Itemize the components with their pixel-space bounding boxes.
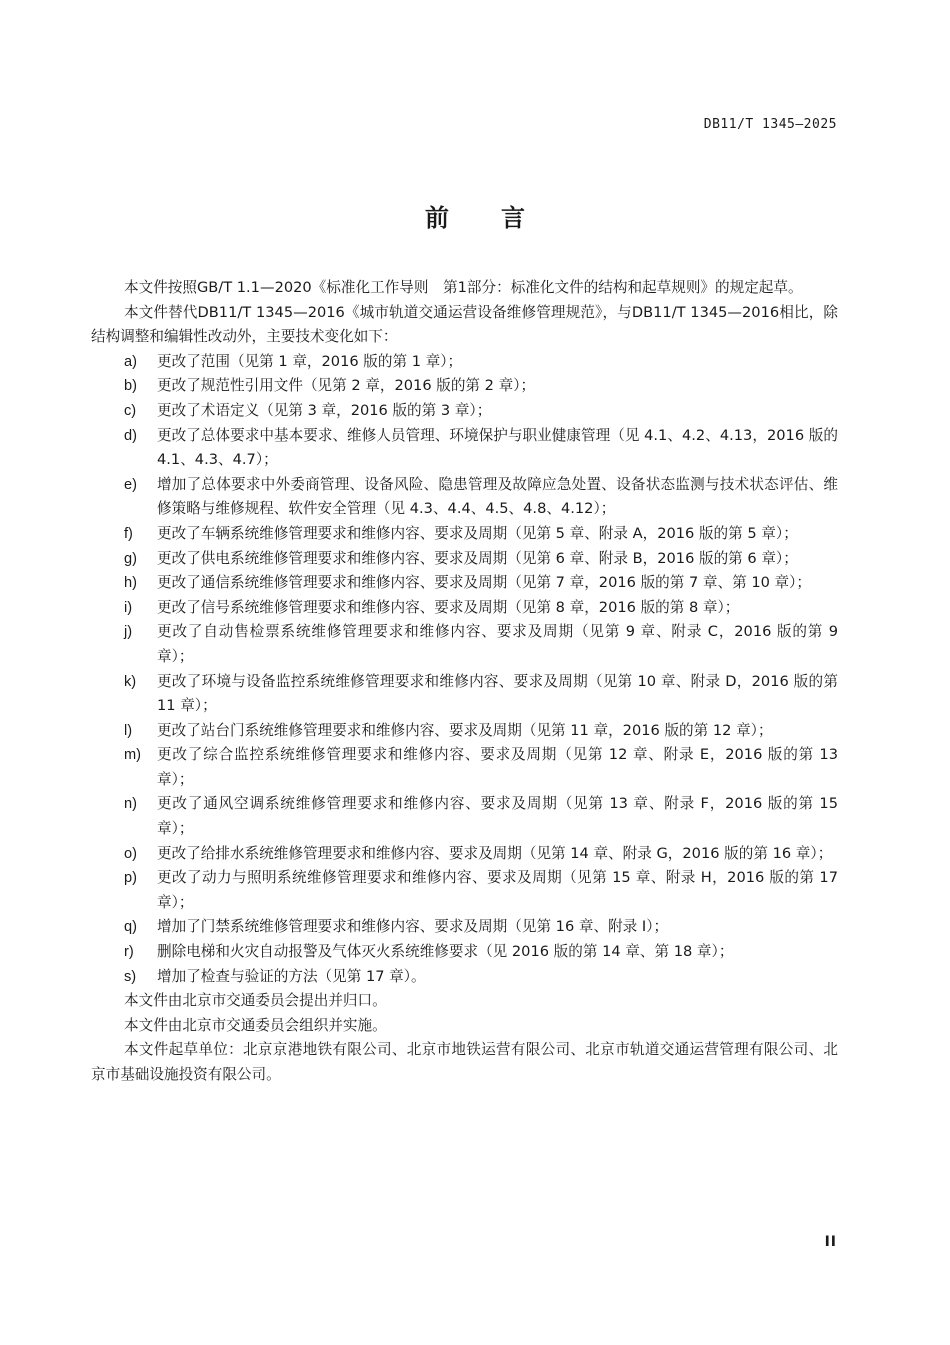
list-item-label: j): [124, 624, 133, 641]
list-item: [91, 842, 838, 867]
list-item-text: 删除电梯和火灾自动报警及气体灭火系统维修要求（见 2016 版的第 14 章、第 18 章）；: [157, 943, 734, 961]
list-item-label: g): [124, 550, 137, 567]
list-item-text: 更改了规范性引用文件（见第 2 章，2016 版的第 2 章）；: [157, 377, 536, 395]
list-item-label: l): [124, 722, 133, 739]
list-item-text: 更改了给排水系统维修管理要求和维修内容、要求及周期（见第 14 章、附录 G，2016 版的第 16 章）；: [157, 844, 833, 862]
list-item-text: 更改了车辆系统维修管理要求和维修内容、要求及周期（见第 5 章、附录 A，2016 版的第 5 章）；: [157, 524, 798, 542]
list-item-label: k): [124, 673, 137, 690]
list-item: [91, 522, 838, 547]
list-item-label: b): [124, 378, 137, 395]
list-item-text: 增加了总体要求中外委商管理、设备风险、隐患管理及故障应急处置、设备状态监测与技术状态评估、维修策略与维修规程、软件安全管理（见 4.3、4.4、4.5、4.8、4.12）；: [157, 475, 838, 518]
list-item-text: 更改了自动售检票系统维修管理要求和维修内容、要求及周期（见第 9 章、附录 C，2016 版的第 9 章）；: [157, 623, 838, 665]
list-item-label: r): [124, 944, 134, 961]
list-item-label: c): [124, 402, 137, 419]
list-item: [91, 473, 838, 522]
list-item-label: p): [124, 870, 137, 887]
page-body: [91, 276, 838, 1088]
list-item-text: 更改了总体要求中基本要求、维修人员管理、环境保护与职业健康管理（见 4.1、4.2、4.13，2016 版的 4.1、4.3、4.7）；: [157, 426, 838, 469]
list-item-text: 更改了术语定义（见第 3 章，2016 版的第 3 章）；: [157, 401, 492, 419]
list-item-text: 增加了检查与验证的方法（见第 17 章）。: [157, 967, 426, 985]
list-item-text: 更改了供电系统维修管理要求和维修内容、要求及周期（见第 6 章、附录 B，2016 版的第 6 章）；: [157, 549, 798, 567]
closing-paragraph: 本文件起草单位：北京京港地铁有限公司、北京市地铁运营有限公司、北京市轨道交通运营管理有限公司、北京市基础设施投资有限公司。: [91, 1041, 838, 1083]
closing-paragraph: 本文件由北京市交通委员会提出并归口。: [124, 992, 387, 1010]
list-item: [91, 399, 838, 424]
list-item-text: 更改了通信系统维修管理要求和维修内容、要求及周期（见第 7 章，2016 版的第 7 章、第 10 章）；: [157, 574, 812, 592]
list-item-label: n): [124, 796, 137, 813]
list-item-text: 更改了环境与设备监控系统维修管理要求和维修内容、要求及周期（见第 10 章、附录 D，2016 版的第 11 章）；: [157, 672, 838, 715]
list-item-label: d): [124, 427, 137, 444]
list-item: [91, 571, 838, 596]
list-item: [91, 743, 838, 792]
list-item: [91, 670, 838, 719]
page-title: 前言: [425, 204, 577, 232]
list-item-text: 更改了站台门系统维修管理要求和维修内容、要求及周期（见第 11 章，2016 版的第 12 章）；: [157, 721, 773, 739]
list-item: [91, 965, 838, 990]
list-item: [91, 374, 838, 399]
list-item-text: 更改了信号系统维修管理要求和维修内容、要求及周期（见第 8 章，2016 版的第 8 章）；: [157, 598, 740, 616]
list-item-label: s): [124, 968, 137, 985]
list-item: [91, 792, 838, 841]
list-item: [91, 719, 838, 744]
list-item: [91, 620, 838, 669]
list-item-label: a): [124, 353, 137, 370]
list-item-label: o): [124, 845, 137, 862]
intro-paragraph: 本文件替代DB11/T 1345—2016《城市轨道交通运营设备维修管理规范》，与DB11/T 1345—2016相比，除结构调整和编辑性改动外，主要技术变化如下：: [91, 303, 838, 346]
document-code: DB11/T 1345—2025: [703, 117, 837, 132]
changes-list: [91, 350, 838, 989]
list-item: [91, 596, 838, 621]
list-item-label: e): [124, 476, 137, 493]
list-item-label: h): [124, 575, 137, 592]
list-item: [91, 940, 838, 965]
intro-paragraph: 本文件按照GB/T 1.1—2020《标准化工作导则 第1部分：标准化文件的结构和起草规则》的规定起草。: [124, 279, 803, 296]
page-number: II: [824, 1234, 837, 1250]
list-item: [91, 866, 838, 915]
list-item-text: 增加了门禁系统维修管理要求和维修内容、要求及周期（见第 16 章、附录 I）；: [157, 918, 669, 936]
list-item-text: 更改了综合监控系统维修管理要求和维修内容、要求及周期（见第 12 章、附录 E，2016 版的第 13 章）；: [157, 746, 838, 788]
list-item-text: 更改了动力与照明系统维修管理要求和维修内容、要求及周期（见第 15 章、附录 H，2016 版的第 17 章）；: [157, 869, 838, 911]
closing-paragraph: 本文件由北京市交通委员会组织并实施。: [124, 1016, 387, 1034]
list-item: [91, 547, 838, 572]
list-item: [91, 350, 838, 375]
list-item-text: 更改了范围（见第 1 章，2016 版的第 1 章）；: [157, 352, 463, 370]
list-item-label: q): [124, 919, 137, 936]
list-item-label: i): [124, 599, 133, 616]
list-item-text: 更改了通风空调系统维修管理要求和维修内容、要求及周期（见第 13 章、附录 F，2016 版的第 15 章）；: [157, 795, 838, 838]
list-item: [91, 915, 838, 940]
list-item-label: m): [124, 747, 142, 764]
list-item: [91, 424, 838, 473]
list-item-label: f): [124, 525, 133, 542]
